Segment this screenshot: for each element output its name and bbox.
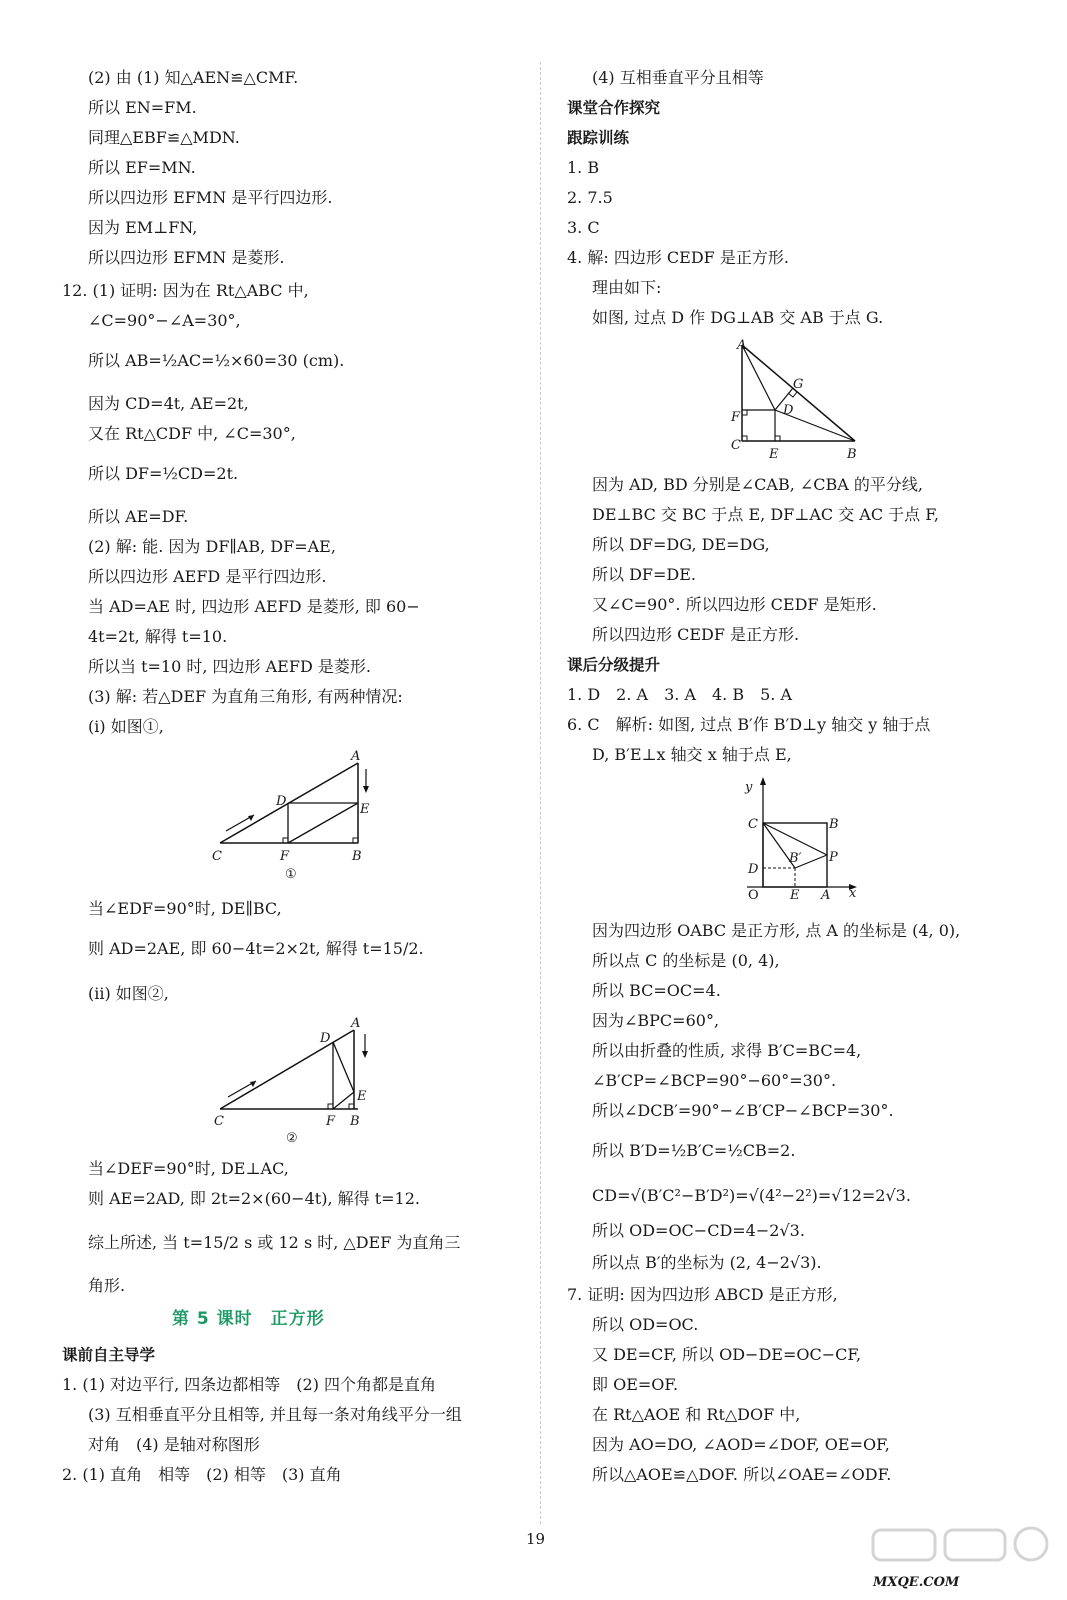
label-B: B <box>829 817 839 832</box>
label-O: O <box>748 888 759 903</box>
text-line: 所以△AOE≌△DOF. 所以∠OAE=∠ODF. <box>592 1465 892 1484</box>
text-line: 所以四边形 EFMN 是平行四边形. <box>88 188 333 207</box>
figure-1-diagram <box>200 745 390 890</box>
label-E: E <box>360 802 370 817</box>
label-A: A <box>351 749 361 764</box>
figure-number: ② <box>286 1131 298 1146</box>
text-line: 所以点 B′的坐标为 (2, 4−2√3). <box>592 1253 822 1272</box>
label-A: A <box>737 338 747 353</box>
label-C: C <box>731 438 741 453</box>
text-line: ∠B′CP=∠BCP=90°−60°=30°. <box>592 1071 837 1090</box>
text-line: 理由如下: <box>592 278 662 297</box>
text-line: 所以 DF=DG, DE=DG, <box>592 535 770 554</box>
text-line: 所以 AE=DF. <box>88 507 189 526</box>
label-B: B <box>352 849 362 864</box>
text-line: 1. B <box>567 158 600 177</box>
text-line: 综上所述, 当 t=15/2 s 或 12 s 时, △DEF 为直角三 <box>88 1233 461 1252</box>
svg-text:MXQE.COM: MXQE.COM <box>873 1575 960 1590</box>
text-line: 所以点 C 的坐标是 (0, 4), <box>592 951 780 970</box>
text-line: 所以 DF=½CD=2t. <box>88 464 239 483</box>
text-line: 又 DE=CF, 所以 OD−DE=OC−CF, <box>592 1345 862 1364</box>
text-line: 所以∠DCB′=90°−∠B′CP−∠BCP=30°. <box>592 1101 894 1120</box>
text-line: 对角 (4) 是轴对称图形 <box>88 1435 260 1454</box>
text-line: 3. C <box>567 218 600 237</box>
subsection-heading: 课堂合作探究 <box>567 99 661 117</box>
label-B-prime: B′ <box>789 851 802 866</box>
text-line: 因为四边形 OABC 是正方形, 点 A 的坐标是 (4, 0), <box>592 921 961 940</box>
subsection-heading: 跟踪训练 <box>567 129 630 147</box>
text-line: 则 AE=2AD, 即 2t=2×(60−4t), 解得 t=12. <box>88 1189 420 1208</box>
subsection-heading: 课后分级提升 <box>567 656 661 674</box>
watermark-logo <box>853 1522 1053 1592</box>
figure-4-coordinate-diagram <box>735 775 870 905</box>
text-line: 所以 AB=½AC=½×60=30 (cm). <box>88 351 345 370</box>
label-C: C <box>748 817 758 832</box>
text-line: 因为 AD, BD 分别是∠CAB, ∠CBA 的平分线, <box>592 475 924 494</box>
label-x: x <box>849 886 857 901</box>
label-D: D <box>276 794 287 809</box>
text-line: CD=√(B′C²−B′D²)=√(4²−2²)=√12=2√3. <box>592 1186 911 1205</box>
label-D: D <box>783 403 794 418</box>
label-B: B <box>350 1114 360 1129</box>
label-A: A <box>351 1016 361 1031</box>
label-y: y <box>745 780 753 795</box>
text-line: 所以 OD=OC−CD=4−2√3. <box>592 1221 805 1240</box>
label-A: A <box>821 888 831 903</box>
text-line: 即 OE=OF. <box>592 1375 679 1394</box>
text-line: 又在 Rt△CDF 中, ∠C=30°, <box>88 424 296 443</box>
text-line: 当 AD=AE 时, 四边形 AEFD 是菱形, 即 60− <box>88 597 420 616</box>
label-C: C <box>212 849 222 864</box>
text-line: 所以 EF=MN. <box>88 158 196 177</box>
text-line: 所以 OD=OC. <box>592 1315 699 1334</box>
text-line: (3) 互相垂直平分且相等, 并且每一条对角线平分一组 <box>88 1405 462 1424</box>
page-number: 19 <box>526 1530 546 1548</box>
text-line: D, B′E⊥x 轴交 x 轴于点 E, <box>592 745 792 764</box>
text-line: 因为∠BPC=60°, <box>592 1011 720 1030</box>
text-line: 所以 DF=DE. <box>592 565 697 584</box>
label-C: C <box>214 1114 224 1129</box>
figure-number: ① <box>285 867 297 882</box>
text-line: ∠C=90°−∠A=30°, <box>88 311 241 330</box>
label-P: P <box>829 850 838 865</box>
text-line: 同理△EBF≌△MDN. <box>88 128 240 147</box>
text-line: 所以四边形 CEDF 是正方形. <box>592 625 800 644</box>
text-line: (2) 由 (1) 知△AEN≌△CMF. <box>88 68 299 87</box>
text-line: 如图, 过点 D 作 DG⊥AB 交 AB 于点 G. <box>592 308 884 327</box>
label-F: F <box>731 410 741 425</box>
text-line: (4) 互相垂直平分且相等 <box>592 68 764 87</box>
label-E: E <box>790 888 800 903</box>
label-F: F <box>326 1114 336 1129</box>
subsection-heading: 课前自主导学 <box>62 1346 156 1364</box>
section-title: 第 5 课时 正方形 <box>172 1309 325 1329</box>
text-line: 所以当 t=10 时, 四边形 AEFD 是菱形. <box>88 657 371 676</box>
text-line: (ii) 如图②, <box>88 984 169 1003</box>
label-G: G <box>793 377 804 392</box>
text-line: 因为 EM⊥FN, <box>88 218 198 237</box>
label-B: B <box>847 447 857 462</box>
label-D: D <box>320 1031 331 1046</box>
text-line: 6. C 解析: 如图, 过点 B′作 B′D⊥y 轴交 y 轴于点 <box>567 715 931 734</box>
text-line: 所以 BC=OC=4. <box>592 981 721 1000</box>
label-D: D <box>748 862 759 877</box>
text-line: 则 AD=2AE, 即 60−4t=2×2t, 解得 t=15/2. <box>88 939 424 958</box>
text-line: 因为 AO=DO, ∠AOD=∠DOF, OE=OF, <box>592 1435 890 1454</box>
text-line: 所以四边形 EFMN 是菱形. <box>88 248 285 267</box>
text-line: 所以四边形 AEFD 是平行四边形. <box>88 567 327 586</box>
text-line: 所以 B′D=½B′C=½CB=2. <box>592 1141 796 1160</box>
text-line: 所以 EN=FM. <box>88 98 197 117</box>
text-line: DE⊥BC 交 BC 于点 E, DF⊥AC 交 AC 于点 F, <box>592 505 939 524</box>
label-E: E <box>357 1089 367 1104</box>
text-line: 4. 解: 四边形 CEDF 是正方形. <box>567 248 789 267</box>
text-line: 在 Rt△AOE 和 Rt△DOF 中, <box>592 1405 801 1424</box>
text-line: (2) 解: 能. 因为 DF∥AB, DF=AE, <box>88 537 336 556</box>
text-line: 2. (1) 直角 相等 (2) 相等 (3) 直角 <box>62 1465 342 1484</box>
text-line: 当∠DEF=90°时, DE⊥AC, <box>88 1159 289 1178</box>
text-line: 1. D 2. A 3. A 4. B 5. A <box>567 685 793 704</box>
text-line: 角形. <box>88 1276 126 1295</box>
column-divider <box>540 62 541 1524</box>
text-line: 4t=2t, 解得 t=10. <box>88 627 228 646</box>
text-line: 又∠C=90°. 所以四边形 CEDF 是矩形. <box>592 595 877 614</box>
text-line: 1. (1) 对边平行, 四条边都相等 (2) 四个角都是直角 <box>62 1375 437 1394</box>
figure-3-diagram <box>725 335 875 465</box>
text-line: (3) 解: 若△DEF 为直角三角形, 有两种情况: <box>88 687 403 706</box>
label-E: E <box>769 447 779 462</box>
text-line: 2. 7.5 <box>567 188 613 207</box>
text-line: 所以由折叠的性质, 求得 B′C=BC=4, <box>592 1041 862 1060</box>
text-line: 因为 CD=4t, AE=2t, <box>88 394 249 413</box>
text-line: 当∠EDF=90°时, DE∥BC, <box>88 899 282 918</box>
label-F: F <box>280 849 290 864</box>
question-7-line: 7. 证明: 因为四边形 ABCD 是正方形, <box>567 1285 838 1304</box>
question-12-line: 12. (1) 证明: 因为在 Rt△ABC 中, <box>62 281 309 300</box>
figure-2-diagram <box>200 1012 390 1152</box>
text-line: (i) 如图①, <box>88 717 164 736</box>
